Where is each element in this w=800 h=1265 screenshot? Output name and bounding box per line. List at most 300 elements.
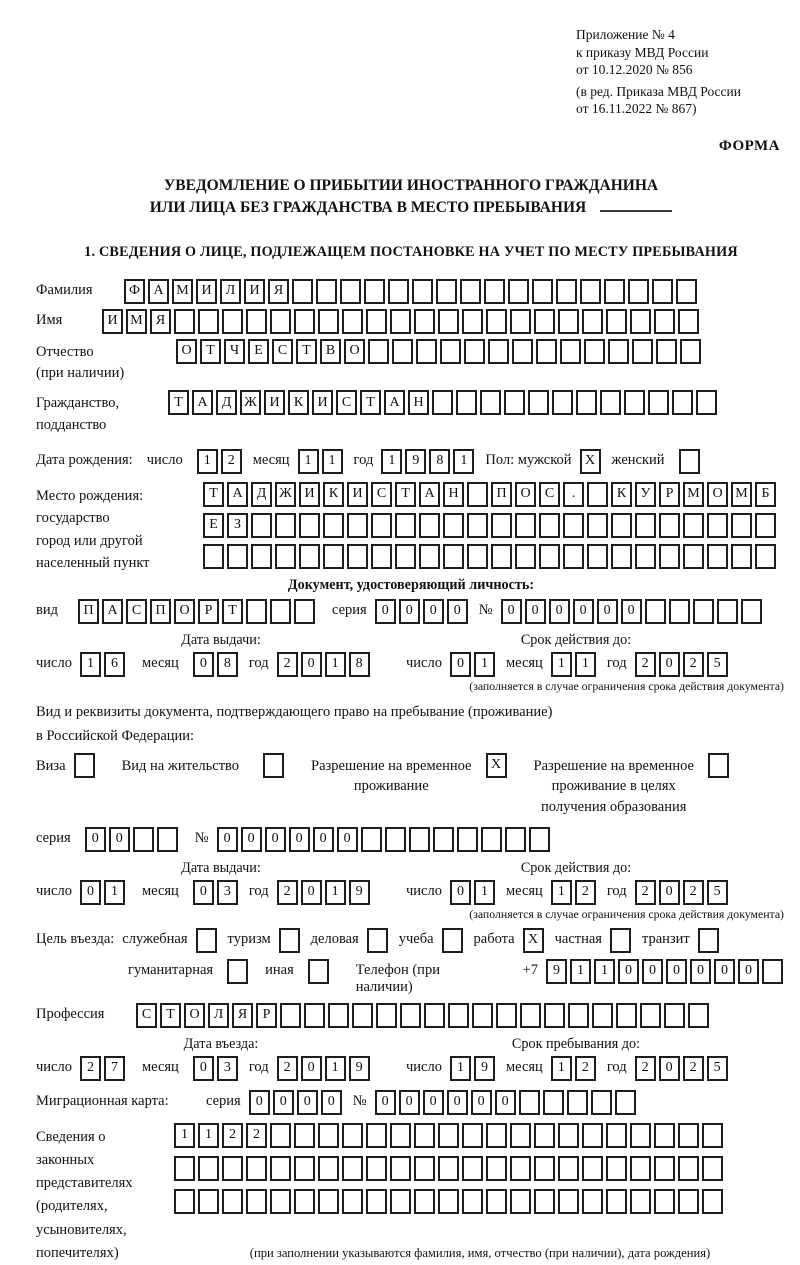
char-cell[interactable] (392, 339, 413, 364)
char-cell[interactable]: Б (755, 482, 776, 507)
char-cell[interactable] (693, 599, 714, 624)
char-cell[interactable]: 2 (575, 880, 596, 905)
char-cell[interactable] (270, 309, 291, 334)
char-cell[interactable] (246, 599, 267, 624)
char-cell[interactable] (361, 827, 382, 852)
char-cell[interactable]: 0 (375, 1090, 396, 1115)
char-cell[interactable] (280, 1003, 301, 1028)
char-cell[interactable]: 0 (109, 827, 130, 852)
char-cell[interactable]: 1 (104, 880, 125, 905)
char-cell[interactable] (630, 1189, 651, 1214)
char-cell[interactable]: О (176, 339, 197, 364)
male-checkbox[interactable] (580, 449, 604, 474)
char-cell[interactable]: О (515, 482, 536, 507)
char-cell[interactable] (323, 513, 344, 538)
temp-residence-checkbox[interactable] (486, 753, 510, 778)
char-cell[interactable] (366, 1189, 387, 1214)
char-cell[interactable]: Т (222, 599, 243, 624)
char-cell[interactable] (318, 1156, 339, 1181)
purpose-business-checkbox[interactable] (196, 928, 220, 953)
char-cell[interactable]: Я (150, 309, 171, 334)
purpose-commercial-checkbox[interactable] (367, 928, 391, 953)
purpose-other-checkbox[interactable] (308, 959, 332, 984)
char-cell[interactable] (606, 1156, 627, 1181)
char-cell[interactable] (520, 1003, 541, 1028)
char-cell[interactable] (416, 339, 437, 364)
char-cell[interactable] (635, 544, 656, 569)
char-cell[interactable]: 0 (289, 827, 310, 852)
char-cell[interactable] (456, 390, 477, 415)
char-cell[interactable]: 0 (337, 827, 358, 852)
char-cell[interactable]: Ч (224, 339, 245, 364)
char-cell[interactable] (519, 1090, 540, 1115)
char-cell[interactable] (318, 1123, 339, 1148)
char-cell[interactable]: 2 (277, 1056, 298, 1081)
char-cell[interactable] (342, 1156, 363, 1181)
char-cell[interactable]: 1 (325, 880, 346, 905)
char-cell[interactable] (543, 1090, 564, 1115)
char-cell[interactable]: 9 (474, 1056, 495, 1081)
char-cell[interactable] (294, 1189, 315, 1214)
char-cell[interactable]: 0 (525, 599, 546, 624)
char-cell[interactable]: Л (208, 1003, 229, 1028)
visa-checkbox[interactable] (74, 753, 98, 778)
char-cell[interactable]: 8 (429, 449, 450, 474)
char-cell[interactable]: 1 (322, 449, 343, 474)
char-cell[interactable] (340, 279, 361, 304)
char-cell[interactable] (457, 827, 478, 852)
char-cell[interactable] (741, 599, 762, 624)
char-cell[interactable] (462, 1156, 483, 1181)
char-cell[interactable] (436, 279, 457, 304)
char-cell[interactable]: 2 (80, 1056, 101, 1081)
char-cell[interactable] (683, 513, 704, 538)
char-cell[interactable]: М (172, 279, 193, 304)
char-cell[interactable] (510, 1156, 531, 1181)
char-cell[interactable]: 0 (301, 652, 322, 677)
char-cell[interactable] (486, 1156, 507, 1181)
char-cell[interactable]: 2 (683, 1056, 704, 1081)
char-cell[interactable] (388, 279, 409, 304)
char-cell[interactable] (654, 1189, 675, 1214)
char-cell[interactable] (539, 513, 560, 538)
char-cell[interactable] (600, 390, 621, 415)
char-cell[interactable]: 0 (399, 1090, 420, 1115)
char-cell[interactable]: 8 (217, 652, 238, 677)
char-cell[interactable]: 5 (707, 1056, 728, 1081)
char-cell[interactable]: Ф (124, 279, 145, 304)
char-cell[interactable]: X (486, 753, 507, 778)
char-cell[interactable]: Т (168, 390, 189, 415)
char-cell[interactable]: Я (268, 279, 289, 304)
char-cell[interactable] (508, 279, 529, 304)
purpose-tourism-checkbox[interactable] (279, 928, 303, 953)
char-cell[interactable]: 1 (551, 880, 572, 905)
char-cell[interactable]: 0 (217, 827, 238, 852)
char-cell[interactable] (442, 928, 463, 953)
char-cell[interactable] (400, 1003, 421, 1028)
char-cell[interactable] (587, 513, 608, 538)
char-cell[interactable]: 2 (635, 652, 656, 677)
char-cell[interactable]: С (336, 390, 357, 415)
char-cell[interactable] (488, 339, 509, 364)
char-cell[interactable] (630, 1156, 651, 1181)
char-cell[interactable] (467, 513, 488, 538)
char-cell[interactable] (504, 390, 525, 415)
char-cell[interactable] (304, 1003, 325, 1028)
char-cell[interactable]: 0 (423, 1090, 444, 1115)
char-cell[interactable] (755, 544, 776, 569)
char-cell[interactable]: 2 (635, 880, 656, 905)
char-cell[interactable] (702, 1189, 723, 1214)
char-cell[interactable] (515, 513, 536, 538)
char-cell[interactable] (371, 544, 392, 569)
char-cell[interactable] (707, 513, 728, 538)
char-cell[interactable] (294, 1123, 315, 1148)
char-cell[interactable]: 0 (447, 599, 468, 624)
char-cell[interactable] (567, 1090, 588, 1115)
char-cell[interactable]: 1 (575, 652, 596, 677)
char-cell[interactable]: 0 (597, 599, 618, 624)
char-cell[interactable]: 1 (570, 959, 591, 984)
char-cell[interactable] (323, 544, 344, 569)
char-cell[interactable] (481, 827, 502, 852)
char-cell[interactable] (592, 1003, 613, 1028)
purpose-humanitarian-checkbox[interactable] (227, 959, 251, 984)
char-cell[interactable]: К (288, 390, 309, 415)
char-cell[interactable]: 1 (381, 449, 402, 474)
char-cell[interactable]: Р (659, 482, 680, 507)
char-cell[interactable] (582, 1189, 603, 1214)
char-cell[interactable] (270, 1189, 291, 1214)
char-cell[interactable] (563, 544, 584, 569)
char-cell[interactable]: Ж (240, 390, 261, 415)
char-cell[interactable] (198, 1189, 219, 1214)
char-cell[interactable] (390, 309, 411, 334)
char-cell[interactable]: X (523, 928, 544, 953)
char-cell[interactable] (467, 544, 488, 569)
char-cell[interactable] (552, 390, 573, 415)
char-cell[interactable]: 0 (313, 827, 334, 852)
char-cell[interactable] (198, 309, 219, 334)
char-cell[interactable]: 0 (80, 880, 101, 905)
char-cell[interactable]: Н (443, 482, 464, 507)
char-cell[interactable] (316, 279, 337, 304)
char-cell[interactable]: 1 (450, 1056, 471, 1081)
char-cell[interactable]: А (227, 482, 248, 507)
char-cell[interactable]: 0 (193, 880, 214, 905)
char-cell[interactable]: 0 (549, 599, 570, 624)
char-cell[interactable] (246, 1156, 267, 1181)
char-cell[interactable] (419, 513, 440, 538)
char-cell[interactable]: 0 (471, 1090, 492, 1115)
char-cell[interactable]: 6 (104, 652, 125, 677)
char-cell[interactable] (664, 1003, 685, 1028)
char-cell[interactable] (390, 1156, 411, 1181)
char-cell[interactable] (364, 279, 385, 304)
char-cell[interactable] (532, 279, 553, 304)
char-cell[interactable] (669, 599, 690, 624)
char-cell[interactable] (558, 309, 579, 334)
char-cell[interactable] (606, 1123, 627, 1148)
char-cell[interactable] (654, 1123, 675, 1148)
char-cell[interactable] (275, 544, 296, 569)
char-cell[interactable] (414, 1123, 435, 1148)
char-cell[interactable] (385, 827, 406, 852)
char-cell[interactable]: М (126, 309, 147, 334)
char-cell[interactable] (294, 599, 315, 624)
char-cell[interactable] (246, 1189, 267, 1214)
char-cell[interactable] (584, 339, 605, 364)
char-cell[interactable] (157, 827, 178, 852)
char-cell[interactable]: 1 (453, 449, 474, 474)
char-cell[interactable]: 0 (193, 1056, 214, 1081)
char-cell[interactable] (587, 544, 608, 569)
char-cell[interactable]: 5 (707, 880, 728, 905)
char-cell[interactable] (414, 1156, 435, 1181)
char-cell[interactable]: 9 (405, 449, 426, 474)
char-cell[interactable] (438, 1123, 459, 1148)
char-cell[interactable]: 0 (621, 599, 642, 624)
char-cell[interactable] (246, 309, 267, 334)
char-cell[interactable] (496, 1003, 517, 1028)
char-cell[interactable] (606, 1189, 627, 1214)
char-cell[interactable] (414, 309, 435, 334)
char-cell[interactable] (198, 1156, 219, 1181)
char-cell[interactable]: А (102, 599, 123, 624)
char-cell[interactable] (174, 1189, 195, 1214)
char-cell[interactable] (505, 827, 526, 852)
purpose-study-checkbox[interactable] (442, 928, 466, 953)
char-cell[interactable] (486, 1123, 507, 1148)
char-cell[interactable] (582, 1123, 603, 1148)
char-cell[interactable] (556, 279, 577, 304)
char-cell[interactable] (484, 279, 505, 304)
female-checkbox[interactable] (679, 449, 703, 474)
char-cell[interactable] (528, 390, 549, 415)
char-cell[interactable]: З (227, 513, 248, 538)
char-cell[interactable]: 2 (222, 1123, 243, 1148)
char-cell[interactable] (196, 928, 217, 953)
char-cell[interactable] (628, 279, 649, 304)
char-cell[interactable]: О (174, 599, 195, 624)
char-cell[interactable]: 0 (690, 959, 711, 984)
char-cell[interactable] (610, 928, 631, 953)
char-cell[interactable]: 0 (495, 1090, 516, 1115)
char-cell[interactable]: О (707, 482, 728, 507)
residence-permit-checkbox[interactable] (263, 753, 287, 778)
char-cell[interactable]: Ж (275, 482, 296, 507)
char-cell[interactable]: 3 (217, 1056, 238, 1081)
char-cell[interactable]: 7 (104, 1056, 125, 1081)
char-cell[interactable]: Я (232, 1003, 253, 1028)
char-cell[interactable] (611, 513, 632, 538)
char-cell[interactable]: Т (200, 339, 221, 364)
char-cell[interactable]: 1 (594, 959, 615, 984)
char-cell[interactable] (443, 544, 464, 569)
char-cell[interactable]: 0 (399, 599, 420, 624)
char-cell[interactable] (659, 513, 680, 538)
char-cell[interactable] (222, 1189, 243, 1214)
char-cell[interactable]: Д (251, 482, 272, 507)
char-cell[interactable] (576, 390, 597, 415)
char-cell[interactable] (529, 827, 550, 852)
char-cell[interactable]: А (419, 482, 440, 507)
char-cell[interactable]: 2 (221, 449, 242, 474)
char-cell[interactable] (698, 928, 719, 953)
char-cell[interactable] (462, 1123, 483, 1148)
char-cell[interactable] (515, 544, 536, 569)
char-cell[interactable] (424, 1003, 445, 1028)
char-cell[interactable] (717, 599, 738, 624)
char-cell[interactable]: И (264, 390, 285, 415)
char-cell[interactable] (568, 1003, 589, 1028)
char-cell[interactable]: А (148, 279, 169, 304)
char-cell[interactable] (270, 599, 291, 624)
char-cell[interactable] (688, 1003, 709, 1028)
char-cell[interactable] (318, 309, 339, 334)
char-cell[interactable]: 2 (277, 880, 298, 905)
char-cell[interactable]: 0 (501, 599, 522, 624)
char-cell[interactable]: 1 (197, 449, 218, 474)
char-cell[interactable]: 0 (249, 1090, 270, 1115)
char-cell[interactable] (608, 339, 629, 364)
char-cell[interactable] (707, 544, 728, 569)
char-cell[interactable] (558, 1189, 579, 1214)
char-cell[interactable]: 0 (265, 827, 286, 852)
char-cell[interactable]: 0 (573, 599, 594, 624)
char-cell[interactable]: 0 (450, 652, 471, 677)
char-cell[interactable] (762, 959, 783, 984)
char-cell[interactable]: 1 (174, 1123, 195, 1148)
char-cell[interactable]: 2 (575, 1056, 596, 1081)
char-cell[interactable]: Т (296, 339, 317, 364)
char-cell[interactable] (472, 1003, 493, 1028)
char-cell[interactable]: 1 (325, 1056, 346, 1081)
char-cell[interactable]: 0 (738, 959, 759, 984)
char-cell[interactable] (467, 482, 488, 507)
title-blank-underline[interactable] (600, 208, 672, 212)
char-cell[interactable] (645, 599, 666, 624)
char-cell[interactable]: 2 (246, 1123, 267, 1148)
char-cell[interactable]: О (344, 339, 365, 364)
char-cell[interactable]: 0 (423, 599, 444, 624)
char-cell[interactable] (347, 513, 368, 538)
char-cell[interactable] (630, 309, 651, 334)
char-cell[interactable] (133, 827, 154, 852)
char-cell[interactable] (534, 1189, 555, 1214)
char-cell[interactable]: 9 (546, 959, 567, 984)
char-cell[interactable] (731, 513, 752, 538)
char-cell[interactable]: Д (216, 390, 237, 415)
char-cell[interactable] (591, 1090, 612, 1115)
char-cell[interactable] (654, 309, 675, 334)
char-cell[interactable]: 1 (474, 880, 495, 905)
char-cell[interactable] (672, 390, 693, 415)
char-cell[interactable]: Т (360, 390, 381, 415)
char-cell[interactable] (510, 1189, 531, 1214)
char-cell[interactable] (563, 513, 584, 538)
char-cell[interactable]: С (136, 1003, 157, 1028)
char-cell[interactable] (414, 1189, 435, 1214)
char-cell[interactable] (366, 1123, 387, 1148)
char-cell[interactable] (263, 753, 284, 778)
char-cell[interactable] (222, 309, 243, 334)
char-cell[interactable] (412, 279, 433, 304)
char-cell[interactable] (708, 753, 729, 778)
char-cell[interactable] (318, 1189, 339, 1214)
char-cell[interactable]: Е (203, 513, 224, 538)
char-cell[interactable]: К (611, 482, 632, 507)
char-cell[interactable]: 0 (301, 1056, 322, 1081)
char-cell[interactable]: Р (198, 599, 219, 624)
char-cell[interactable]: К (323, 482, 344, 507)
char-cell[interactable] (544, 1003, 565, 1028)
char-cell[interactable] (536, 339, 557, 364)
char-cell[interactable]: 0 (85, 827, 106, 852)
char-cell[interactable]: 0 (659, 880, 680, 905)
char-cell[interactable] (648, 390, 669, 415)
char-cell[interactable] (222, 1156, 243, 1181)
char-cell[interactable] (294, 309, 315, 334)
char-cell[interactable] (275, 513, 296, 538)
char-cell[interactable]: В (320, 339, 341, 364)
char-cell[interactable]: 9 (349, 880, 370, 905)
char-cell[interactable]: 3 (217, 880, 238, 905)
char-cell[interactable] (432, 390, 453, 415)
char-cell[interactable] (652, 279, 673, 304)
char-cell[interactable] (419, 544, 440, 569)
char-cell[interactable]: 0 (297, 1090, 318, 1115)
char-cell[interactable] (491, 544, 512, 569)
char-cell[interactable] (587, 482, 608, 507)
purpose-private-checkbox[interactable] (610, 928, 634, 953)
char-cell[interactable] (376, 1003, 397, 1028)
char-cell[interactable] (438, 309, 459, 334)
char-cell[interactable]: 8 (349, 652, 370, 677)
char-cell[interactable] (510, 1123, 531, 1148)
char-cell[interactable] (659, 544, 680, 569)
char-cell[interactable] (270, 1156, 291, 1181)
char-cell[interactable] (251, 513, 272, 538)
char-cell[interactable] (512, 339, 533, 364)
char-cell[interactable] (604, 279, 625, 304)
char-cell[interactable]: Н (408, 390, 429, 415)
char-cell[interactable]: 0 (375, 599, 396, 624)
char-cell[interactable] (342, 1189, 363, 1214)
char-cell[interactable] (702, 1156, 723, 1181)
char-cell[interactable] (560, 339, 581, 364)
char-cell[interactable] (486, 1189, 507, 1214)
char-cell[interactable] (558, 1156, 579, 1181)
char-cell[interactable]: 0 (321, 1090, 342, 1115)
char-cell[interactable] (342, 1123, 363, 1148)
char-cell[interactable] (656, 339, 677, 364)
char-cell[interactable] (299, 513, 320, 538)
char-cell[interactable] (678, 1123, 699, 1148)
char-cell[interactable] (294, 1156, 315, 1181)
char-cell[interactable] (342, 309, 363, 334)
char-cell[interactable]: И (196, 279, 217, 304)
char-cell[interactable] (534, 309, 555, 334)
char-cell[interactable] (174, 1156, 195, 1181)
char-cell[interactable]: С (371, 482, 392, 507)
char-cell[interactable] (251, 544, 272, 569)
char-cell[interactable]: X (580, 449, 601, 474)
char-cell[interactable]: 0 (642, 959, 663, 984)
char-cell[interactable] (731, 544, 752, 569)
char-cell[interactable]: Е (248, 339, 269, 364)
